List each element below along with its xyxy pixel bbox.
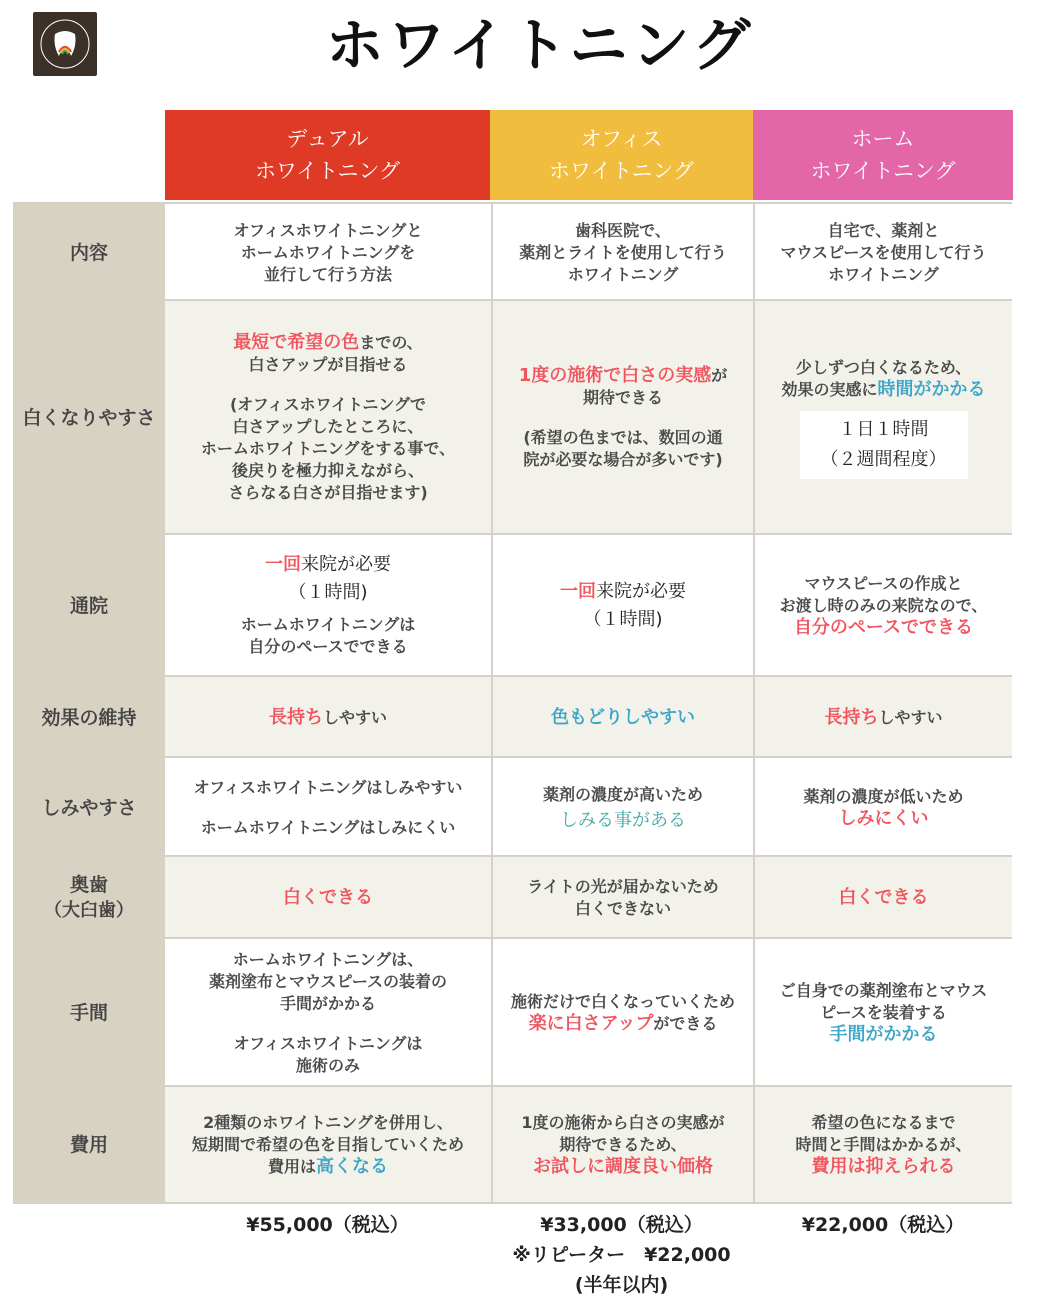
row-label: 効果の維持 [13, 677, 165, 758]
highlight-text: 長持ち [268, 706, 323, 728]
cell-office [491, 857, 753, 939]
table-row-okuba [13, 855, 1012, 939]
note-text: さらなる白さが目指せます) [228, 483, 428, 502]
cell-text: マウスピースの作成と [804, 574, 963, 593]
cell-dual [165, 1087, 491, 1202]
highlight-text: 一回 [560, 581, 596, 602]
page-title: ホワイトニング [325, 11, 755, 79]
column-header-line2: ホワイトニング [810, 159, 956, 183]
row-label [13, 857, 165, 939]
highlight-text: 色もどりしやすい [551, 706, 695, 728]
column-header-line1: ホーム [851, 127, 915, 151]
column-header-home [753, 110, 1013, 200]
column-header-line2: ホワイトニング [254, 159, 401, 183]
cell-text: ホームホワイトニングは、 [232, 950, 424, 969]
cell-office [491, 939, 753, 1087]
cell-text: 白くできない [574, 899, 671, 918]
cell-text: ホワイトニング [567, 264, 679, 284]
row-label: 手間 [13, 939, 165, 1087]
table-row-tsuuin [13, 533, 1012, 677]
cell-text: （１時間) [583, 609, 663, 630]
cell-home [753, 758, 1012, 857]
highlight-text: 楽に白さアップ [528, 1013, 654, 1034]
table-row-iji [13, 675, 1012, 758]
cell-text: 薬剤塗布とマウスピースの装着の [208, 972, 448, 991]
cell-text: ホームホワイトニングはしみにくい [200, 817, 456, 837]
cell-text: 薬剤の濃度が低いため [803, 786, 964, 806]
price-dual: ¥55,000（税込） [246, 1214, 409, 1236]
cell-text: 来院が必要 [596, 581, 686, 602]
note-text: 自分のペースでできる [248, 637, 408, 656]
cell-home [753, 677, 1012, 758]
cell-home [753, 301, 1012, 535]
cell-text [824, 707, 942, 729]
cell-text: 来院が必要 [301, 554, 391, 575]
cell-text: までの、 [359, 333, 423, 352]
cell-office [491, 204, 753, 301]
row-label: 白くなりやすさ [13, 301, 165, 535]
note-text: 院が必要な場合が多いです) [523, 450, 723, 469]
highlight-text: 長持ち [824, 706, 879, 728]
cell-text: しやすい [322, 707, 387, 727]
cell-text: しやすい [878, 707, 943, 727]
duration-text: １日１時間 [838, 419, 929, 440]
cell-text: ピースを装着する [820, 1003, 947, 1022]
note-text: (オフィスホワイトニングで [229, 395, 427, 414]
note-text: 施術のみ [295, 1056, 360, 1075]
cell-home [753, 857, 1012, 939]
cell-office [491, 758, 753, 857]
cell-dual [165, 857, 491, 939]
column-header-line1: オフィス [580, 127, 663, 151]
row-label: 通院 [13, 535, 165, 677]
highlight-text: 白くできる [283, 887, 373, 908]
cell-dual [165, 758, 491, 857]
cell-text [268, 1156, 388, 1178]
cell-text: お渡し時のみの来院なので、 [779, 596, 988, 615]
cell-text: 施術だけで白くなっていくため [510, 992, 735, 1011]
tooth-logo-icon [33, 12, 97, 76]
cell-text: 期待できるため、 [559, 1134, 687, 1154]
table-row-shimi [13, 756, 1012, 857]
cell-text: 少しずつ白くなるため、 [795, 358, 972, 377]
row-label: 内容 [13, 204, 165, 301]
cell-text: 並行して行う方法 [263, 264, 392, 284]
cell-office [491, 301, 753, 535]
highlight-text: 一回 [265, 554, 301, 575]
price-office-main: ¥33,000（税込） [540, 1214, 703, 1236]
cell-dual [165, 939, 491, 1087]
row-label: しみやすさ [13, 758, 165, 857]
cell-dual [165, 301, 491, 535]
cell-text: マウスピースを使用して行う [780, 242, 987, 262]
price-office-repeat: ※リピーター ¥22,000 [512, 1244, 731, 1266]
cell-text: 時間と手間はかかるが、 [795, 1134, 972, 1154]
note-text: 白さアップしたところに、 [232, 417, 424, 436]
note-text: (希望の色までは、数回の通 [523, 428, 723, 447]
cell-office [491, 1087, 753, 1202]
highlight-text: 白くできる [838, 887, 929, 908]
cell-text: 希望の色になるまで [811, 1112, 956, 1132]
cell-text: 手間がかかる [279, 994, 376, 1013]
cell-text: 1度の施術から白さの実感が [521, 1112, 725, 1132]
price-home: ¥22,000（税込） [801, 1214, 965, 1236]
highlight-text: 時間がかかる [877, 379, 986, 400]
note-text: オフィスホワイトニングは [233, 1034, 423, 1053]
cell-text: 歯科医院で、 [575, 220, 671, 240]
price-office [490, 1210, 753, 1300]
cell-text: オフィスホワイトニングはしみやすい [193, 777, 463, 797]
cell-text: ホームホワイトニングを [240, 242, 416, 262]
highlight-text: 自分のペースでできる [793, 617, 974, 638]
highlight-text: 手間がかかる [829, 1024, 938, 1045]
cell-text: 2種類のホワイトニングを併用し、 [203, 1112, 453, 1132]
cell-text: 薬剤とライトを使用して行う [519, 242, 727, 262]
row-label-main: 奥歯 [69, 874, 108, 896]
highlight-text: 1度の施術で白さの実感 [518, 365, 712, 386]
table-row-naiyou [13, 202, 1012, 301]
note-text: ホームホワイトニングをする事で、 [200, 439, 456, 458]
duration-text: （２週間程度） [820, 449, 947, 470]
highlight-text: 高くなる [316, 1155, 388, 1177]
cell-dual [165, 535, 491, 677]
column-header-line2: ホワイトニング [548, 159, 695, 183]
cell-text: ホワイトニング [828, 264, 939, 284]
duration-box [800, 411, 968, 479]
cell-text: ができる [653, 1014, 718, 1033]
cell-office [491, 535, 753, 677]
cell-text: ご自身での薬剤塗布とマウス [779, 981, 988, 1000]
highlight-text: しみる事がある [560, 809, 686, 831]
price-office-repeat-note: (半年以内) [574, 1274, 669, 1296]
row-label: 費用 [13, 1087, 165, 1202]
cell-text: ライトの光が届かないため [527, 877, 719, 896]
cell-text: が [711, 366, 728, 385]
cell-text: 白さアップが目指せる [248, 355, 408, 374]
cell-text: 費用は [267, 1156, 316, 1176]
column-header-line1: デュアル [286, 127, 369, 151]
cell-home [753, 204, 1012, 301]
row-label-sub: （大臼歯） [44, 900, 134, 921]
cell-text: （１時間) [288, 582, 368, 603]
table-row-hiyou [13, 1085, 1012, 1204]
cell-text: 期待できる [582, 388, 663, 407]
cell-dual [165, 204, 491, 301]
highlight-text: しみにくい [838, 807, 929, 829]
cell-text [269, 707, 387, 729]
cell-home [753, 939, 1012, 1087]
column-header-dual [165, 110, 490, 200]
cell-office [491, 677, 753, 758]
clinic-logo [33, 12, 97, 76]
cell-text: オフィスホワイトニングと [233, 220, 423, 240]
cell-text: 自宅で、薬剤と [827, 220, 940, 240]
note-text: 後戻りを極力抑えながら、 [231, 461, 424, 480]
table-row-tema [13, 937, 1012, 1087]
cell-home [753, 1087, 1012, 1202]
highlight-text: 費用は抑えられる [811, 1155, 956, 1177]
cell-text [519, 365, 728, 387]
cell-home [753, 535, 1012, 677]
cell-text: 短期間で希望の色を目指していくため [191, 1134, 464, 1154]
cell-text [529, 1013, 718, 1035]
cell-text [265, 554, 391, 576]
highlight-text: 最短で希望の色 [233, 332, 360, 353]
table-row-shiroku [13, 299, 1012, 535]
cell-text: 薬剤の濃度が高いため [542, 784, 703, 804]
cell-text [233, 332, 422, 354]
column-header-office [490, 110, 753, 200]
cell-dual [165, 677, 491, 758]
cell-text [781, 379, 985, 401]
highlight-text: お試しに調度良い価格 [533, 1155, 713, 1177]
note-text: ホームホワイトニングは [240, 615, 416, 634]
cell-text [560, 581, 686, 603]
cell-text: 効果の実感に [781, 380, 878, 399]
